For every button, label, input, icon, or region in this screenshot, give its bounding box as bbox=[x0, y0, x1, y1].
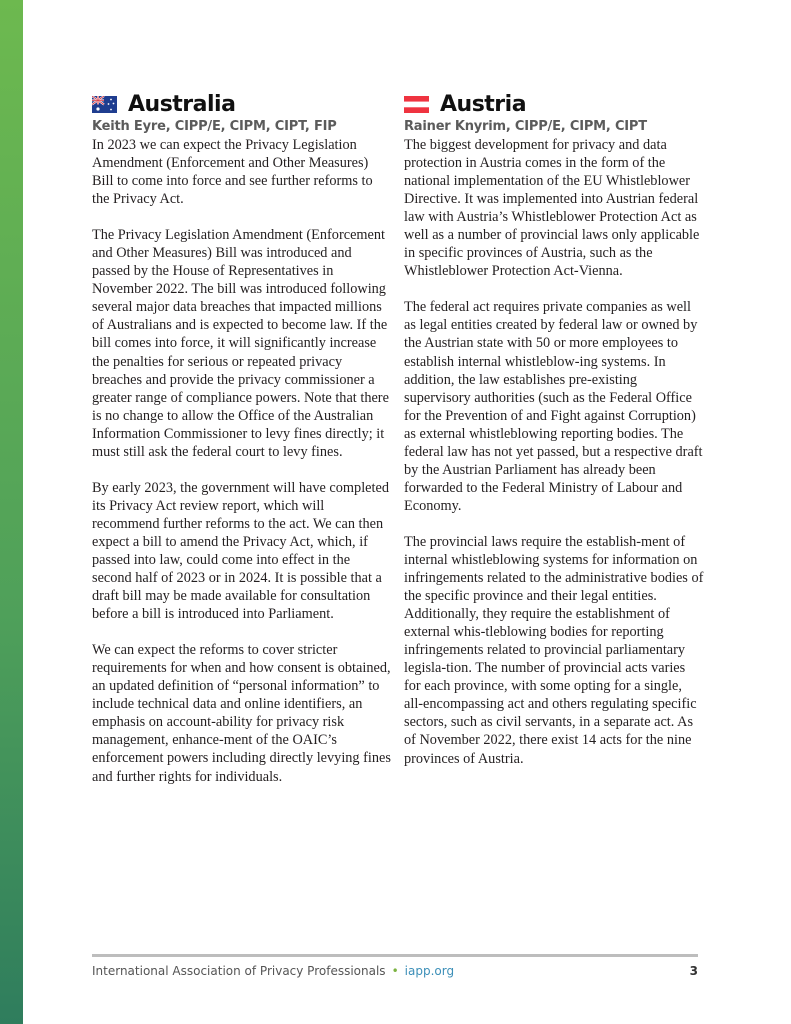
austria-paragraph-1: The biggest development for privacy and data protection in Austria comes in the form of the national implementation of the EU Whistleblower Directive. It was implemented into Austrian federal law with Austria’s Whistleblower Protection Act as well as a number of provincial laws only applicable in specific provinces of Austria, such as the Whistleblower Protection Act-Vienna. bbox=[404, 137, 700, 280]
page-number: 3 bbox=[689, 964, 698, 978]
footer-url-link[interactable]: iapp.org bbox=[404, 964, 455, 978]
australia-paragraph-1: In 2023 we can expect the Privacy Legislation Amendment (Enforcement and Other Measures) Bill to come into force and see further reforms to the Privacy Act. bbox=[92, 137, 373, 208]
page-footer bbox=[92, 964, 698, 982]
austria-paragraph-2: The federal act requires private companies as well as legal entities created by federal law or owned by the Austrian state with 50 or more employees to establish internal whistleblow-ing systems. In addition, the law establishes pre-existing supervisory authorities (such as the Federal Office for the Prevention of and Fight against Corruption) as external whistleblowing reporting bodies. The federal law has not yet passed, but a respective draft by the Austrian Parliament has already been forwarded to the Federal Ministry of Labour and Economy. bbox=[404, 299, 703, 514]
austria-paragraph-3: The provincial laws require the establish-ment of internal whistleblowing systems for information on infringements related to the administrative bodies of the specific province and their legal entities. Additionally, they require the establishment of external whis-tleblowing bodies for reporting infringements related to provincial parliamentary legisla-tion. The number of provincial acts varies for each province, with some opting for a single, all-encompassing act and others regulating specific sectors, such as civil servants, in a separate act. As of November 2022, there exist 14 acts for the nine provinces of Austria. bbox=[404, 533, 704, 767]
australia-flag-icon bbox=[92, 96, 117, 113]
australia-paragraph-4: We can expect the reforms to cover stricter requirements for when and how consent is obtained, an updated definition of “personal information” to include technical data and online identifiers, an emphasis on account-ability for privacy risk management, enhance-ment of the OAIC’s enforcement powers including directly levying fines and further rights for individuals. bbox=[92, 642, 391, 785]
austria-flag-icon bbox=[404, 96, 429, 113]
footer-divider bbox=[92, 954, 698, 957]
australia-heading bbox=[92, 90, 392, 118]
australia-paragraph-2: The Privacy Legislation Amendment (Enforcement and Other Measures) Bill was introduced and passed by the House of Representatives in November 2022. The bill was introduced following several major data breaches that impacted millions of Australians and is expected to become law. If the bill comes into force, it will significantly increase the penalties for serious or repeated privacy breaches and provide the privacy commissioner a greater range of compliance powers. Note that there is no change to allow the Office of the Australian Information Commissioner to levy fines directly; it must still ask the federal court to levy fines. bbox=[92, 227, 389, 460]
austria-heading bbox=[404, 90, 704, 118]
green-side-bar bbox=[0, 0, 23, 1024]
austria-author: Rainer Knyrim, CIPP/E, CIPM, CIPT bbox=[404, 119, 647, 134]
austria-column bbox=[404, 90, 704, 786]
australia-paragraph-3: By early 2023, the government will have completed its Privacy Act review report, which will recommend further reforms to the act. We can then expect a bill to amend the Privacy Act, which, if passed into law, could come into effect in the second half of 2023 or in 2024. It is possible that a draft bill may be made available for consultation before a bill is introduced into Parliament. bbox=[92, 479, 389, 623]
austria-title: Austria bbox=[440, 91, 527, 117]
australia-column bbox=[92, 90, 392, 804]
australia-author: Keith Eyre, CIPP/E, CIPM, CIPT, FIP bbox=[92, 119, 337, 134]
footer-separator: • bbox=[391, 964, 399, 978]
footer-org-name: International Association of Privacy Professionals bbox=[92, 964, 386, 978]
australia-title: Australia bbox=[128, 91, 236, 117]
